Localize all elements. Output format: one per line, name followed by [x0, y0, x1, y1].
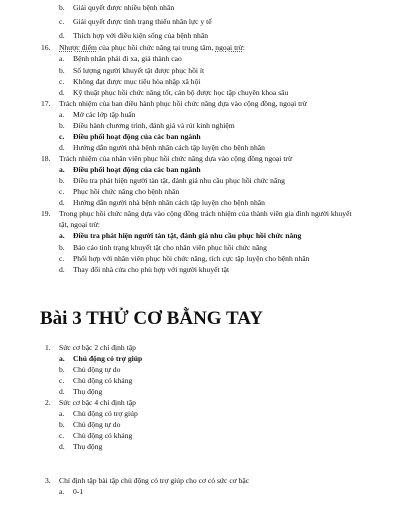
option-item-answer: [59, 354, 142, 363]
option-item: [59, 254, 309, 263]
option-label: d.: [59, 88, 65, 97]
question-17: [41, 99, 307, 108]
option-text: Hướng dẫn người nhà bệnh nhân cách tập luyện cho bệnh nhân: [73, 198, 265, 207]
option-item: [59, 66, 204, 75]
question-number: 1.: [45, 343, 51, 352]
option-item-answer: [59, 231, 301, 240]
option-label: c.: [59, 254, 65, 263]
question-18: [41, 154, 292, 163]
option-text: Kỹ thuật phục hồi chức năng tốt, cán bộ được học tập chuyên khoa sâu: [73, 88, 289, 97]
underlined-term: ngoại trừ: [215, 43, 243, 52]
option-item: [59, 3, 174, 12]
option-text: Thụ động: [73, 387, 103, 396]
option-text: Chủ động có trợ giúp: [73, 354, 143, 363]
option-text: Giải quyết được tình trạng thiếu nhân lực y tế: [73, 17, 212, 26]
option-text: Thụ động: [73, 442, 103, 451]
option-text: Điều phối hoạt động của các ban ngành: [73, 132, 201, 141]
option-text: Thay đổi nhà cửa cho phù hợp với người khuyết tật: [73, 265, 230, 274]
question-number: 3.: [45, 476, 51, 485]
question-text: Sức cơ bậc 2 chỉ định tập: [59, 343, 136, 352]
option-item: [59, 54, 182, 63]
option-text: Chủ động có kháng: [73, 376, 133, 385]
option-label: b.: [59, 66, 65, 75]
option-label: d.: [59, 31, 65, 40]
option-label: b.: [59, 176, 65, 185]
option-label: a.: [59, 409, 65, 418]
option-item: [59, 143, 265, 152]
option-item-answer: [59, 132, 201, 141]
question-19-continuation: [59, 220, 100, 229]
question-text: Trong phục hồi chức năng dựa vào cộng đồng trách nhiệm của thành viên gia đình người khuyết: [59, 209, 352, 218]
question-text-end: :: [242, 43, 245, 52]
option-label: c.: [59, 376, 65, 385]
option-label: c.: [59, 187, 65, 196]
option-text: Phối hợp với nhân viên phục hồi chức năng, tích cực tập luyện cho bệnh nhân: [73, 254, 310, 263]
option-text: Giải quyết được nhiều bệnh nhân: [73, 3, 175, 12]
question-19: [41, 209, 352, 218]
option-item: [59, 265, 229, 274]
option-item: [59, 409, 138, 418]
option-item: [59, 376, 132, 385]
option-item: [59, 387, 102, 396]
option-text: Mở các lớp tập huấn: [73, 110, 136, 119]
option-label: b.: [59, 121, 65, 130]
question-text: Chỉ định tập bài tập chủ động có trợ giúp cho cơ có sức cơ bậc: [59, 476, 250, 485]
option-text: Không đạt được mục tiêu hòa nhập xã hội: [73, 77, 201, 86]
question-text: của phục hồi chức năng tại trung tâm,: [96, 43, 216, 52]
option-text: Thích hợp với điều kiện sống của bệnh nhân: [73, 31, 208, 40]
option-text: Phục hồi chức năng cho bệnh nhân: [73, 187, 180, 196]
question-number: 19.: [41, 209, 51, 218]
question-number: 17.: [41, 99, 51, 108]
option-label: d.: [59, 265, 65, 274]
option-item: [59, 442, 102, 451]
option-text: Điều hành chương trình, đánh giá và rút kinh nghiệm: [73, 121, 235, 130]
option-label: b.: [59, 365, 65, 374]
question-text: Sức cơ bậc 4 chỉ định tập: [59, 398, 136, 407]
question-text: Trách nhiệm của nhân viên phục hồi chức năng dựa vào cộng đồng ngoại trừ: [59, 154, 293, 163]
option-text: Số lượng người khuyết tật được phục hồi ít: [73, 66, 205, 75]
question-number: 2.: [45, 398, 51, 407]
option-label: d.: [59, 198, 65, 207]
question-3: [45, 476, 249, 485]
option-label: c.: [59, 431, 65, 440]
option-text: Điều tra phát hiện người tàn tật, đánh giá nhu cầu phục hồi chức năng: [73, 231, 302, 240]
option-item: [59, 198, 265, 207]
option-label: a.: [59, 165, 65, 174]
option-item: [59, 31, 208, 40]
option-label: d.: [59, 143, 65, 152]
option-item: [59, 365, 120, 374]
question-1: [45, 343, 136, 352]
option-item: [59, 176, 285, 185]
option-text: Chủ động tự do: [73, 420, 121, 429]
option-item: [59, 77, 201, 86]
option-text: Bệnh nhân phải đi xa, giá thành cao: [73, 54, 182, 63]
option-label: c.: [59, 77, 65, 86]
option-text: Hướng dẫn người nhà bệnh nhân cách tập luyện cho bệnh nhân: [73, 143, 265, 152]
option-item: [59, 487, 83, 496]
option-item: [59, 431, 132, 440]
option-label: a.: [59, 110, 65, 119]
option-label: c.: [59, 132, 65, 141]
option-text: Điều phối hoạt động của các ban ngành: [73, 165, 201, 174]
underlined-term: Nhược điểm: [59, 43, 97, 52]
option-item: [59, 17, 212, 26]
option-text: 0-1: [73, 487, 84, 496]
option-label: d.: [59, 442, 65, 451]
option-text: Chủ động có trợ giúp: [73, 409, 138, 418]
option-label: c.: [59, 17, 65, 26]
option-text: Chủ động có kháng: [73, 431, 133, 440]
question-2: [45, 398, 136, 407]
option-label: d.: [59, 387, 65, 396]
question-text: Trách nhiệm của ban điều hành phục hồi chức năng dựa vào cộng đồng, ngoại trừ: [59, 99, 307, 108]
question-text: tật, ngoại trừ:: [59, 220, 101, 229]
option-item: [59, 187, 179, 196]
option-label: a.: [59, 231, 65, 240]
option-item: [59, 88, 288, 97]
option-label: b.: [59, 3, 65, 12]
option-label: b.: [59, 243, 65, 252]
option-label: b.: [59, 420, 65, 429]
question-number: 18.: [41, 154, 51, 163]
option-text: Điều tra phát hiện người tàn tật, đánh giá nhu cầu phục hồi chức năng: [73, 176, 285, 185]
option-label: a.: [59, 354, 65, 363]
option-item: [59, 121, 235, 130]
option-label: a.: [59, 54, 65, 63]
option-item: [59, 420, 120, 429]
section-heading: Bài 3 THỬ CƠ BẰNG TAY: [40, 308, 263, 329]
option-label: a.: [59, 487, 65, 496]
option-item: [59, 243, 267, 252]
option-item-answer: [59, 165, 201, 174]
option-text: Báo cáo tình trạng khuyết tật cho nhân viên phục hồi chức năng: [73, 243, 267, 252]
option-item: [59, 110, 135, 119]
question-16: [41, 43, 245, 52]
option-text: Chủ động tự do: [73, 365, 121, 374]
question-number: 16.: [41, 43, 51, 52]
